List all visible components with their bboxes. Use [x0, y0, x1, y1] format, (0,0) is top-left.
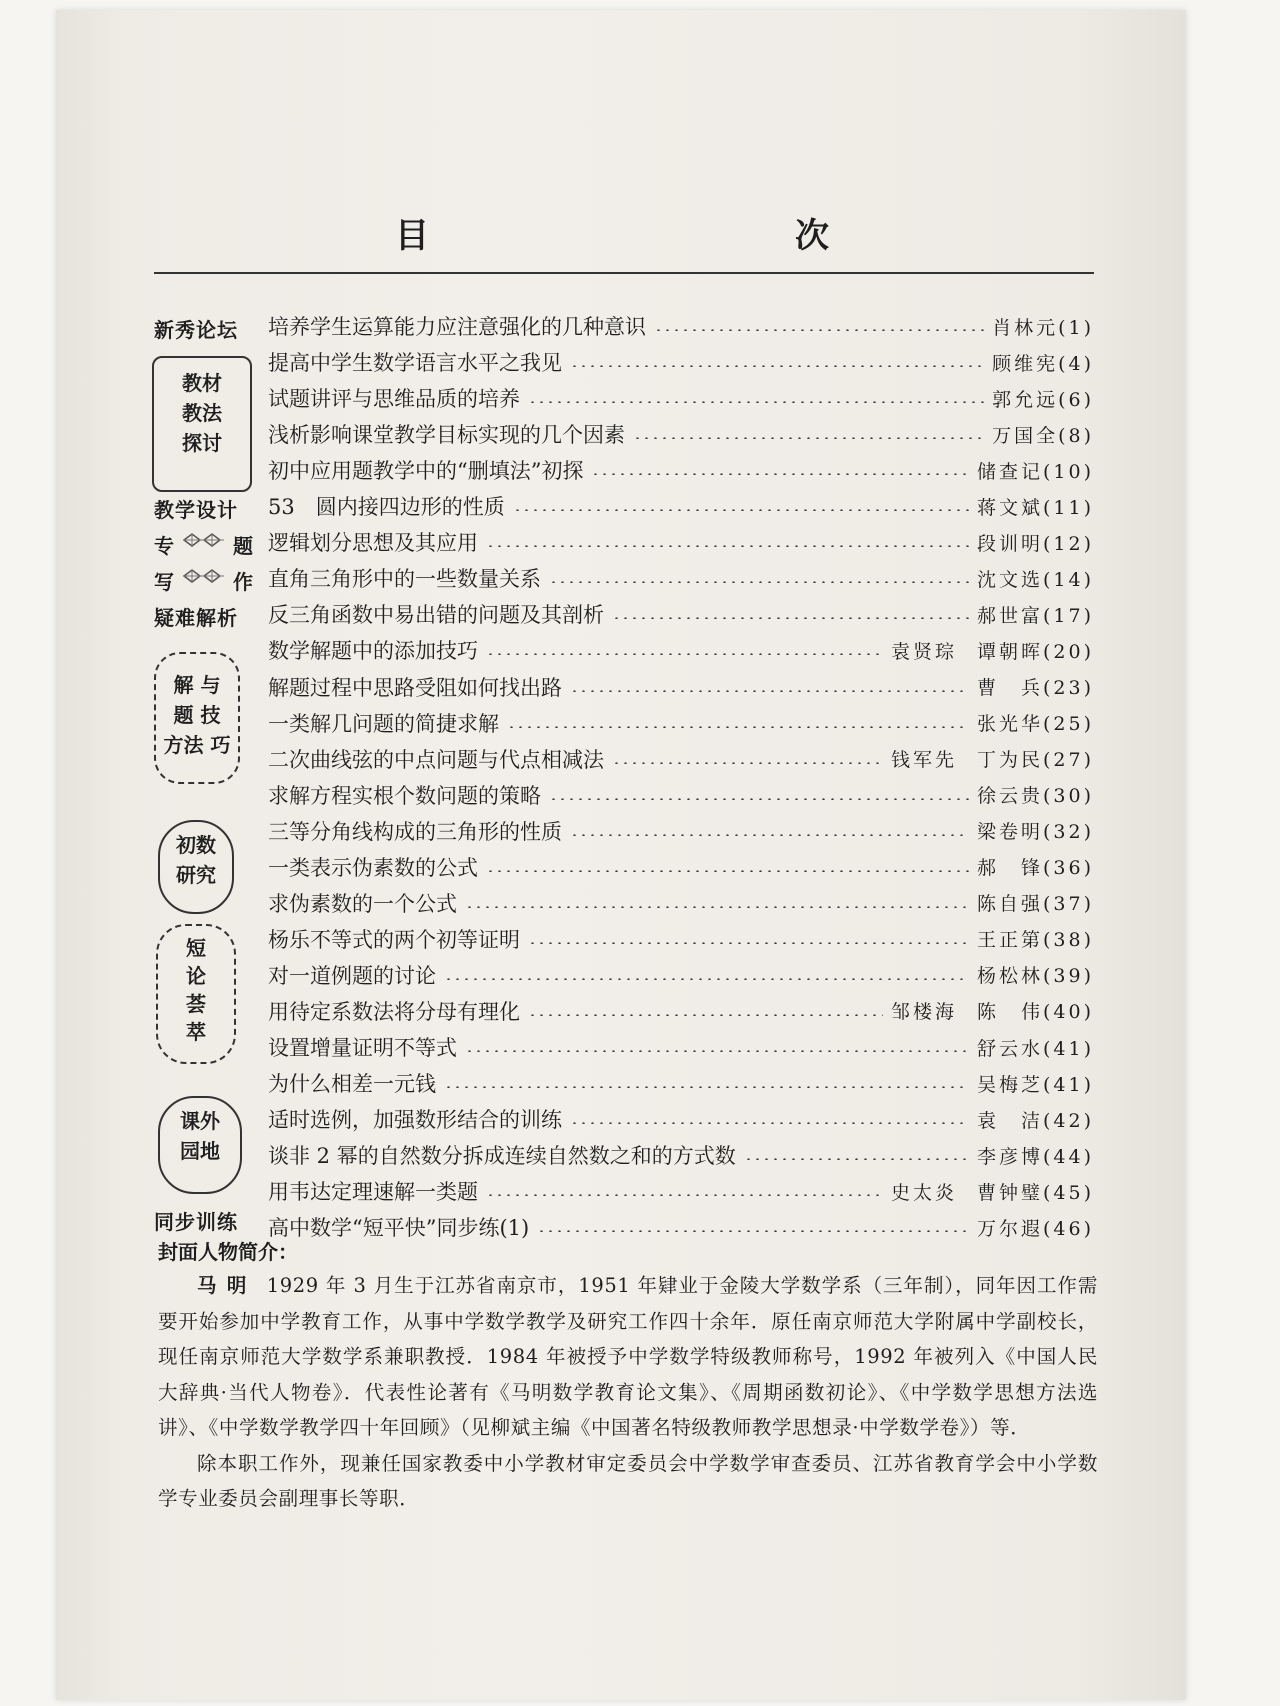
- bio-paragraph-2: 除本职工作外，现兼任国家教委中小学教材审定委员会中学数学审查委员、江苏省教育学会中小学数学专业委员会副理事长等职．: [158, 1451, 1098, 1510]
- badge-jiaocai: [152, 356, 252, 492]
- toc-row: [268, 888, 1094, 918]
- column-label-char: 作: [233, 570, 254, 594]
- author-page: 肖林元(1): [992, 316, 1094, 339]
- article-title: 一类表示伪素数的公式: [268, 855, 478, 880]
- dot-leader: [549, 581, 969, 583]
- dot-leader: [570, 834, 969, 836]
- article-title: 数学解题中的添加技巧: [268, 639, 478, 664]
- badge-line: 解 与: [173, 673, 221, 697]
- toc-row: [268, 1068, 1094, 1098]
- toc-row: [268, 924, 1094, 954]
- author-page: 郝世富(17): [976, 604, 1094, 627]
- badge-line: 教材: [182, 371, 222, 395]
- dot-leader: [633, 437, 984, 439]
- toc-row: [268, 311, 1094, 341]
- author-page: 万国全(8): [992, 424, 1094, 447]
- author-page: 沈文选(14): [976, 568, 1094, 591]
- toc-row: [268, 960, 1094, 990]
- dot-leader: [465, 906, 969, 908]
- article-title: 试题讲评与思维品质的培养: [268, 387, 520, 412]
- article-title: 求解方程实根个数问题的策略: [268, 783, 541, 808]
- badge-chushu: [158, 820, 234, 914]
- article-title: 谈非 2 幂的自然数分拆成连续自然数之和的方式数: [268, 1144, 736, 1169]
- author-page: 谭朝晖(20): [976, 640, 1094, 663]
- toc-row: [268, 527, 1094, 557]
- article-title: 为什么相差一元钱: [268, 1072, 436, 1097]
- dot-leader: [513, 509, 969, 511]
- toc-row: [268, 455, 1094, 485]
- toc-row: [268, 383, 1094, 413]
- badge-kewai: [158, 1096, 242, 1194]
- badge-line: 短: [186, 936, 206, 960]
- column-label-xinxiu: 新秀论坛: [154, 318, 238, 342]
- bio-text: 1929 年 3 月生于江苏省南京市，1951 年肄业于金陵大学数学系（三年制），同年因工作需要开始参加中学教育工作，从事中学数学教学及研究工作四十余年．原任南京师范大学附属中学副校长，现任南京师范大学数学系兼职教授．1984 年被授予中学数学特级教师称号，1992 年被列入《中国人民大辞典·当代人物卷》．代表性论著有《马明数学教育论文集》、《周期函数初论》、《中学数学思想方法选讲》、《中学数学教学四十年回顾》（见柳斌主编《中国著名特级教师教学思想录·中学数学卷》）等．: [158, 1274, 1098, 1439]
- cover-heading: 封面人物简介：: [158, 1240, 298, 1264]
- ornament-icon: [182, 566, 226, 584]
- dot-leader: [570, 365, 984, 367]
- article-title: 一类解几问题的简捷求解: [268, 711, 499, 736]
- article-title: 高中数学“短平快”同步练(1): [268, 1216, 530, 1241]
- article-title: 三等分角线构成的三角形的性质: [268, 819, 562, 844]
- toc-row: [268, 491, 1094, 521]
- column-label-char: 专: [154, 534, 175, 558]
- article-title: 反三角函数中易出错的问题及其剖析: [268, 603, 604, 628]
- badge-line: 论: [186, 964, 206, 988]
- toc-row: [268, 563, 1094, 593]
- page-title: [0, 208, 1280, 258]
- article-title: 二次曲线弦的中点问题与代点相减法: [268, 747, 604, 772]
- author-page: 舒云水(41): [976, 1037, 1094, 1060]
- toc-row: [268, 1104, 1094, 1134]
- author-page: 储查记(10): [976, 460, 1094, 483]
- article-title: 解题过程中思路受阻如何找出路: [268, 675, 562, 700]
- column-label-yinan: 疑难解析: [154, 606, 238, 630]
- toc-row: [268, 708, 1094, 738]
- badge-line: 萃: [186, 1020, 206, 1044]
- dot-leader: [612, 762, 883, 764]
- badge-line: 方法 巧: [163, 733, 231, 757]
- dot-leader: [486, 870, 969, 872]
- article-title: 杨乐不等式的两个初等证明: [268, 927, 520, 952]
- dot-leader: [654, 329, 984, 331]
- author-page: 陈自强(37): [976, 893, 1094, 916]
- dot-leader: [528, 1014, 883, 1016]
- author-page: 郭允远(6): [992, 388, 1094, 411]
- article-title: 53 圆内接四边形的性质: [268, 495, 505, 520]
- author-page: 蒋文斌(11): [976, 496, 1094, 519]
- badge-line: 研究: [176, 863, 216, 887]
- author-page: 吴梅芝(41): [976, 1073, 1094, 1096]
- column-label-char: 题: [233, 534, 254, 558]
- toc-row: [268, 347, 1094, 377]
- author-page: 张光华(25): [976, 713, 1094, 736]
- coauthor-name: 钱军先: [890, 749, 957, 772]
- article-title: 用韦达定理速解一类题: [268, 1180, 478, 1205]
- badge-line: 课外: [180, 1109, 220, 1133]
- author-page: 丁为民(27): [976, 749, 1094, 772]
- ornament-icon: [182, 530, 226, 548]
- dot-leader: [744, 1158, 969, 1160]
- article-title: 设置增量证明不等式: [268, 1036, 457, 1060]
- toc-row: [268, 852, 1094, 882]
- dot-leader: [549, 798, 969, 800]
- toc-row: [268, 1176, 1094, 1206]
- article-title: 适时选例，加强数形结合的训练: [268, 1108, 562, 1133]
- dot-leader: [444, 978, 969, 980]
- toc-row: [268, 1140, 1094, 1170]
- author-page: 梁卷明(32): [976, 821, 1094, 844]
- toc-row: [268, 635, 1094, 665]
- dot-leader: [612, 617, 969, 619]
- badge-line: 题 技: [173, 703, 221, 727]
- column-label-zhuanti: [154, 530, 254, 559]
- title-char-1: 目: [395, 216, 431, 256]
- toc-row: [268, 996, 1094, 1026]
- dot-leader: [486, 1194, 883, 1196]
- person-name: 马明: [197, 1274, 257, 1297]
- article-title: 培养学生运算能力应注意强化的几种意识: [268, 315, 646, 339]
- article-title: 求伪素数的一个公式: [268, 891, 457, 916]
- author-page: 郝 锋(36): [976, 857, 1094, 880]
- toc-row: [268, 1212, 1094, 1242]
- author-page: 袁 洁(42): [976, 1109, 1094, 1132]
- dot-leader: [570, 690, 969, 692]
- article-title: 浅析影响课堂教学目标实现的几个因素: [268, 423, 625, 448]
- badge-line: 荟: [186, 992, 206, 1016]
- toc-row: [268, 780, 1094, 810]
- article-title: 初中应用题教学中的“删填法”初探: [268, 459, 584, 484]
- dot-leader: [444, 1086, 969, 1088]
- author-page: 段训明(12): [976, 532, 1094, 555]
- toc-row: [268, 672, 1094, 702]
- cover-bio: [158, 1268, 1098, 1517]
- toc-row: [268, 419, 1094, 449]
- toc-row: [268, 744, 1094, 774]
- author-page: 曹 兵(23): [976, 677, 1094, 699]
- dot-leader: [507, 726, 969, 728]
- author-page: 王正第(38): [976, 929, 1094, 952]
- badge-line: 教法: [182, 401, 222, 425]
- author-page: 顾维宪(4): [992, 352, 1094, 375]
- dot-leader: [486, 545, 969, 547]
- article-title: 用待定系数法将分母有理化: [268, 999, 520, 1024]
- coauthor-name: 史太炎: [890, 1181, 957, 1204]
- article-title: 对一道例题的讨论: [268, 963, 436, 988]
- coauthor-name: 袁贤琮: [890, 640, 957, 663]
- title-divider: [154, 272, 1094, 274]
- author-page: 陈 伟(40): [976, 1001, 1094, 1024]
- dot-leader: [591, 473, 969, 475]
- dot-leader: [537, 1230, 969, 1232]
- column-label-jiaoxue-sheji: 教学设计: [154, 498, 238, 522]
- author-page: 万尔遐(46): [976, 1217, 1094, 1240]
- dot-leader: [465, 1050, 969, 1052]
- badge-duanlun: [156, 924, 236, 1064]
- toc-row: [268, 816, 1094, 846]
- author-page: 杨松林(39): [976, 965, 1094, 988]
- dot-leader: [528, 942, 969, 944]
- dot-leader: [570, 1122, 969, 1124]
- title-char-2: 次: [795, 216, 831, 256]
- dot-leader: [486, 653, 883, 655]
- column-label-tongbu: 同步训练: [154, 1210, 238, 1234]
- author-page: 曹钟璧(45): [976, 1181, 1094, 1204]
- column-label-xiezuo: [154, 566, 254, 595]
- badge-line: 园地: [180, 1139, 220, 1163]
- bio-paragraph-1: [158, 1268, 1098, 1446]
- article-title: 直角三角形中的一些数量关系: [268, 567, 541, 592]
- author-page: 徐云贵(30): [976, 785, 1094, 808]
- author-page: 李彦博(44): [976, 1145, 1094, 1168]
- coauthor-name: 邹楼海: [890, 1001, 957, 1024]
- badge-line: 探讨: [182, 431, 222, 455]
- toc-row: [268, 1032, 1094, 1062]
- toc-row: [268, 599, 1094, 629]
- dot-leader: [528, 401, 984, 403]
- column-label-char: 写: [154, 570, 175, 594]
- badge-line: 初数: [176, 833, 216, 857]
- article-title: 逻辑划分思想及其应用: [268, 531, 478, 556]
- article-title: 提高中学生数学语言水平之我见: [268, 351, 562, 376]
- badge-jieti: [154, 652, 240, 784]
